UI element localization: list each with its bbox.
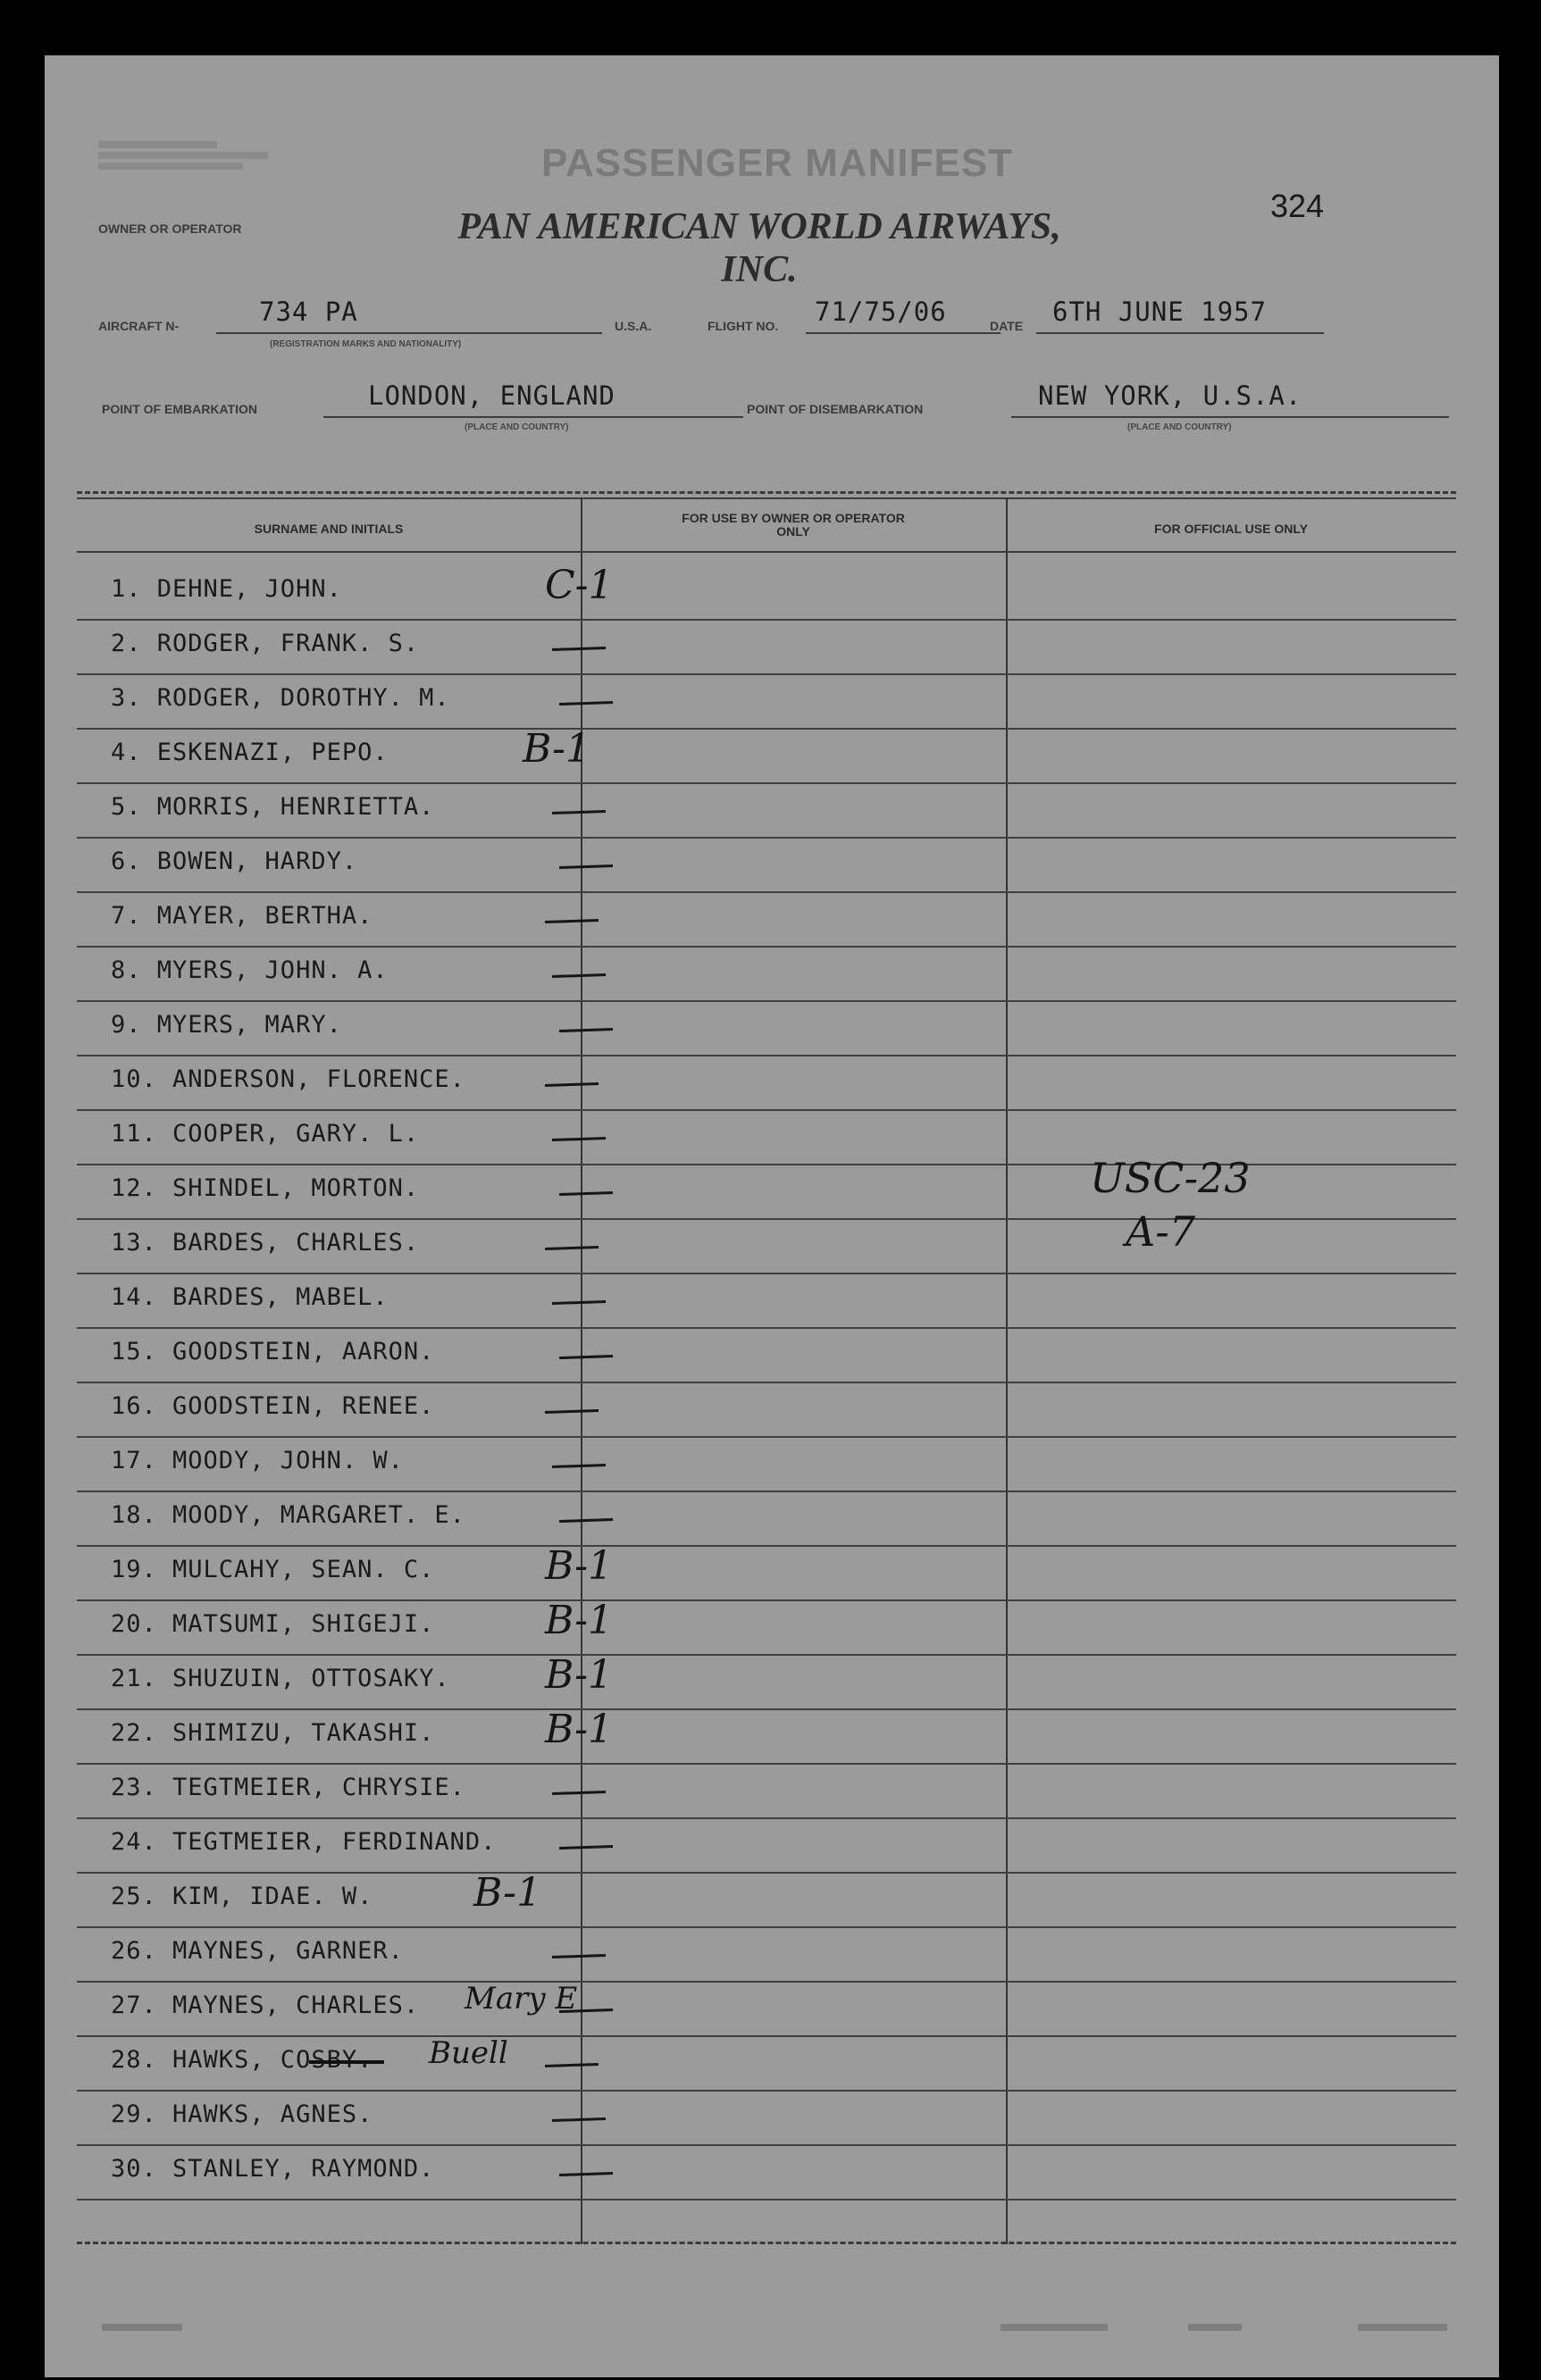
operator-handwritten-mark: B-1 — [523, 726, 591, 772]
row-divider — [77, 1218, 1456, 1220]
aircraft-line — [216, 332, 602, 334]
passenger-name: 13. BARDES, CHARLES. — [111, 1229, 420, 1257]
passenger-name: 16. GOODSTEIN, RENEE. — [111, 1392, 435, 1420]
passenger-name: 6. BOWEN, HARDY. — [111, 848, 358, 875]
row-divider — [77, 1436, 1456, 1438]
row-divider — [77, 1327, 1456, 1329]
row-divider — [77, 1708, 1456, 1710]
date-line — [1036, 332, 1324, 334]
row-divider — [77, 2090, 1456, 2092]
passenger-name: 22. SHIMIZU, TAKASHI. — [111, 1719, 435, 1747]
passenger-name: 14. BARDES, MABEL. — [111, 1283, 389, 1311]
row-divider — [77, 1763, 1456, 1765]
row-divider — [77, 728, 1456, 730]
operator-check-mark — [545, 1409, 599, 1414]
row-divider — [77, 891, 1456, 893]
operator-check-mark — [552, 1137, 606, 1141]
passenger-name: 8. MYERS, JOHN. A. — [111, 956, 389, 984]
column-header-surname: SURNAME AND INITIALS — [254, 522, 404, 536]
row-divider — [77, 1599, 1456, 1601]
operator-handwritten-mark: C-1 — [545, 563, 614, 608]
aircraft-label: AIRCRAFT N- — [98, 319, 180, 333]
row-divider — [77, 1926, 1456, 1928]
operator-check-mark — [552, 1300, 606, 1305]
row-divider — [77, 1817, 1456, 1819]
disembark-sub: (PLACE AND COUNTRY) — [1127, 422, 1232, 432]
column-header-operator: FOR USE BY OWNER OR OPERATOR ONLY — [682, 511, 905, 539]
row-divider — [77, 1055, 1456, 1056]
usa-label: U.S.A. — [615, 319, 652, 333]
footer-prepared-by — [102, 2324, 182, 2331]
row-divider — [77, 2035, 1456, 2037]
operator-check-mark — [545, 2063, 599, 2067]
passenger-name: 17. MOODY, JOHN. W. — [111, 1447, 404, 1474]
table-top-border-2 — [77, 497, 1456, 499]
owner-value: PAN AMERICAN WORLD AIRWAYS, INC. — [457, 206, 1061, 290]
flight-label: FLIGHT NO. — [708, 319, 779, 333]
passenger-name: 12. SHINDEL, MORTON. — [111, 1174, 420, 1202]
date-label: DATE — [990, 319, 1024, 333]
operator-check-mark — [559, 701, 613, 706]
operator-check-mark — [545, 1082, 599, 1087]
passenger-name: 5. MORRIS, HENRIETTA. — [111, 793, 435, 821]
operator-check-mark — [552, 810, 606, 814]
passenger-name: 3. RODGER, DOROTHY. M. — [111, 684, 450, 712]
strikethrough-mark — [309, 2060, 384, 2064]
row-divider — [77, 1491, 1456, 1492]
operator-handwritten-mark: B-1 — [545, 1598, 614, 1643]
operator-check-mark — [559, 2172, 613, 2176]
passenger-name: 11. COOPER, GARY. L. — [111, 1120, 420, 1148]
row-divider — [77, 1872, 1456, 1874]
aircraft-value: 734 PA — [259, 296, 358, 327]
passenger-name: 9. MYERS, MARY. — [111, 1011, 342, 1039]
disembark-line — [1011, 416, 1449, 418]
official-note-a7: A-7 — [1126, 1207, 1196, 1256]
handwritten-annotation: Buell — [429, 2035, 508, 2071]
operator-check-mark — [559, 1845, 613, 1850]
operator-check-mark — [552, 1464, 606, 1468]
passenger-name: 15. GOODSTEIN, AARON. — [111, 1338, 435, 1365]
flight-line — [806, 332, 1001, 334]
operator-check-mark — [552, 1954, 606, 1958]
operator-check-mark — [559, 1028, 613, 1032]
passenger-name: 26. MAYNES, GARNER. — [111, 1937, 404, 1965]
faded-stamp — [98, 138, 268, 171]
row-divider — [77, 837, 1456, 839]
row-divider — [77, 1981, 1456, 1983]
passenger-name: 4. ESKENAZI, PEPO. — [111, 739, 389, 766]
operator-check-mark — [559, 1355, 613, 1359]
embark-line — [323, 416, 743, 418]
row-divider — [77, 1109, 1456, 1111]
aircraft-sub: (REGISTRATION MARKS AND NATIONALITY) — [270, 339, 462, 349]
date-value: 6TH JUNE 1957 — [1052, 296, 1267, 327]
flight-value: 71/75/06 — [815, 296, 947, 327]
row-divider — [77, 1000, 1456, 1002]
embark-label: POINT OF EMBARKATION — [102, 402, 257, 416]
row-divider — [77, 1654, 1456, 1656]
footer-of — [1188, 2324, 1242, 2331]
row-divider — [77, 1545, 1456, 1547]
passenger-name: 25. KIM, IDAE. W. — [111, 1883, 373, 1910]
manifest-sheet — [45, 55, 1499, 2377]
row-divider — [77, 782, 1456, 784]
passenger-name: 28. HAWKS, COSBY. — [111, 2046, 373, 2074]
passenger-name: 18. MOODY, MARGARET. E. — [111, 1501, 465, 1529]
operator-handwritten-mark: B-1 — [473, 1870, 542, 1916]
passenger-name: 29. HAWKS, AGNES. — [111, 2100, 373, 2128]
row-divider — [77, 1382, 1456, 1383]
operator-check-mark — [552, 973, 606, 978]
row-divider — [77, 619, 1456, 621]
passenger-name: 19. MULCAHY, SEAN. C. — [111, 1556, 435, 1583]
official-note-usc: USC-23 — [1090, 1154, 1251, 1202]
embark-sub: (PLACE AND COUNTRY) — [465, 422, 569, 432]
operator-handwritten-mark: B-1 — [545, 1652, 614, 1698]
passenger-name: 1. DEHNE, JOHN. — [111, 575, 342, 603]
operator-check-mark — [552, 1791, 606, 1795]
operator-check-mark — [545, 919, 599, 923]
operator-check-mark — [552, 2117, 606, 2122]
row-divider — [77, 2199, 1456, 2200]
passenger-name: 24. TEGTMEIER, FERDINAND. — [111, 1828, 497, 1856]
operator-check-mark — [552, 647, 606, 651]
passenger-name: 20. MATSUMI, SHIGEJI. — [111, 1610, 435, 1638]
passenger-name: 10. ANDERSON, FLORENCE. — [111, 1065, 465, 1093]
form-title: PASSENGER MANIFEST — [540, 141, 1014, 185]
handwritten-annotation: Mary E — [465, 1981, 578, 2017]
disembark-label: POINT OF DISEMBARKATION — [747, 402, 924, 416]
disembark-value: NEW YORK, U.S.A. — [1038, 380, 1302, 411]
operator-handwritten-mark: B-1 — [545, 1707, 614, 1752]
footer-page — [1001, 2324, 1108, 2331]
passenger-name: 2. RODGER, FRANK. S. — [111, 630, 420, 657]
passenger-name: 30. STANLEY, RAYMOND. — [111, 2155, 435, 2183]
row-divider — [77, 2144, 1456, 2146]
row-divider — [77, 1273, 1456, 1274]
passenger-name: 23. TEGTMEIER, CHRYSIE. — [111, 1774, 465, 1801]
table-top-border — [77, 491, 1456, 494]
operator-check-mark — [559, 864, 613, 869]
page-number: 324 — [1270, 188, 1325, 224]
operator-check-mark — [559, 1191, 613, 1196]
embark-value: LONDON, ENGLAND — [368, 380, 616, 411]
table-bottom-border — [77, 2242, 1456, 2244]
operator-handwritten-mark: B-1 — [545, 1543, 614, 1589]
owner-label: OWNER OR OPERATOR — [98, 221, 242, 236]
passenger-name: 7. MAYER, BERTHA. — [111, 902, 373, 930]
passenger-name: 27. MAYNES, CHARLES. — [111, 1992, 420, 2019]
footer-pages — [1358, 2324, 1447, 2331]
operator-check-mark — [545, 1246, 599, 1250]
passenger-name: 21. SHUZUIN, OTTOSAKY. — [111, 1665, 450, 1692]
row-divider — [77, 946, 1456, 948]
column-header-official: FOR OFFICIAL USE ONLY — [1154, 522, 1308, 536]
header-bottom-line — [77, 551, 1456, 553]
row-divider — [77, 673, 1456, 675]
operator-check-mark — [559, 1518, 613, 1523]
